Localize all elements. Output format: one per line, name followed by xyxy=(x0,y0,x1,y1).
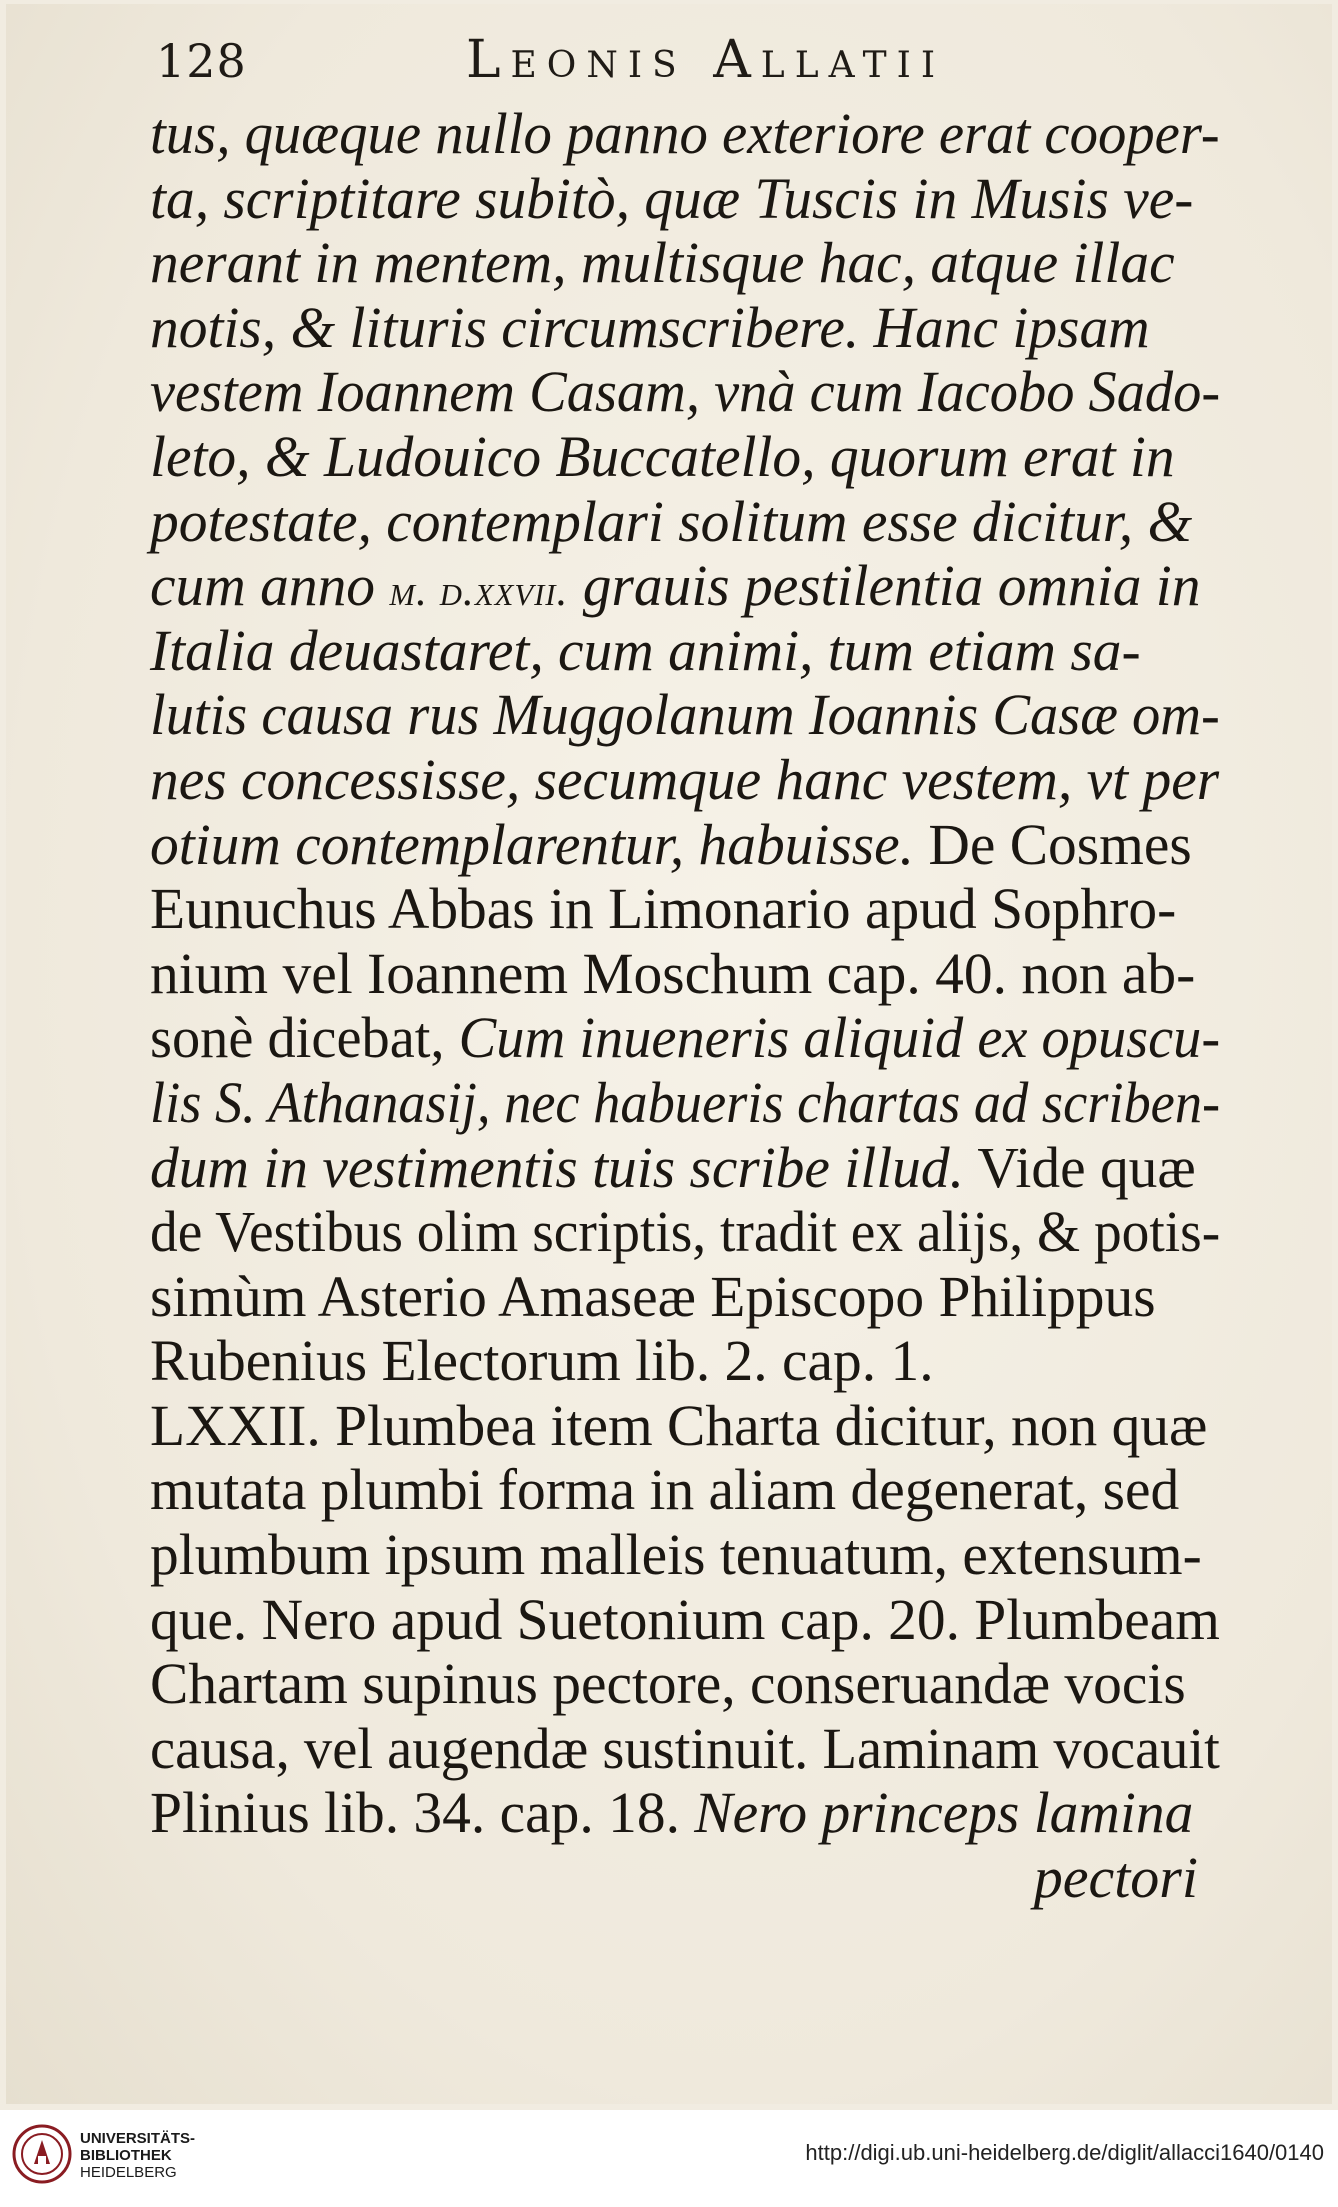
institution-name xyxy=(80,2130,195,2181)
text-segment: Chartam supinus pectore, conseruandæ vocis xyxy=(150,1651,1186,1717)
text-line xyxy=(150,1523,1220,1588)
institution-line-1: UNIVERSITÄTS- xyxy=(80,2130,196,2147)
institution-line-2: BIBLIOTHEK xyxy=(80,2147,172,2164)
text-line xyxy=(150,877,1220,942)
text-line xyxy=(150,554,1220,619)
text-line xyxy=(150,1136,1220,1201)
text-segment: cum anno xyxy=(150,553,390,619)
text-segment: vestem Ioannem Casam, vnà cum Iacobo Sado- xyxy=(150,359,1221,425)
text-segment: Eunuchus Abbas in Limonario apud Sophro- xyxy=(150,876,1177,942)
text-line xyxy=(150,167,1220,232)
text-line xyxy=(150,490,1220,555)
text-segment: mutata plumbi forma in aliam degenerat, sed xyxy=(150,1457,1180,1523)
text-line xyxy=(150,942,1220,1007)
text-segment: ta, scriptitare subitò, quæ Tuscis in Musis ve- xyxy=(150,165,1194,231)
text-line xyxy=(150,1329,1220,1394)
text-line xyxy=(150,231,1220,296)
text-segment: lis S. Athanasij, nec habueris chartas ad scriben- xyxy=(150,1069,1221,1135)
text-line xyxy=(150,1715,1220,1782)
viewer-footer xyxy=(0,2110,1338,2207)
text-segment: nium vel Ioannem Moschum cap. 40. non ab- xyxy=(150,940,1196,1006)
university-seal-icon xyxy=(12,2124,72,2184)
text-segment: pectori xyxy=(1033,1845,1198,1911)
text-line xyxy=(150,1588,1219,1653)
text-segment: de Vestibus olim scriptis, tradit ex alijs, & potis- xyxy=(150,1199,1221,1265)
text-segment: Vide quæ xyxy=(964,1134,1196,1200)
page-header xyxy=(156,30,1226,100)
text-segment: De Cosmes xyxy=(914,811,1192,877)
text-segment: lutis causa rus Muggolanum Ioannis Casæ om- xyxy=(150,682,1220,748)
text-line xyxy=(150,1199,1221,1265)
text-line xyxy=(150,682,1220,748)
text-segment: dum in vestimentis tuis scribe illud. xyxy=(150,1134,965,1200)
text-line xyxy=(150,1652,1220,1717)
text-line xyxy=(150,359,1221,425)
text-line xyxy=(150,1846,1230,1911)
text-line xyxy=(150,1265,1220,1330)
text-line xyxy=(150,1458,1220,1523)
text-segment: potestate, contemplari solitum esse dicitur, & xyxy=(150,488,1193,554)
text-line xyxy=(150,1781,1220,1846)
permalink-url[interactable]: http://digi.ub.uni-heidelberg.de/diglit/allacci1640/0140 xyxy=(805,2140,1324,2165)
text-segment: leto, & Ludouico Buccatello, quorum erat in xyxy=(150,423,1175,489)
text-line xyxy=(150,425,1220,490)
text-segment: simùm Asterio Amaseæ Episcopo Philippus xyxy=(150,1263,1156,1329)
text-segment: otium contemplarentur, habuisse. xyxy=(150,811,915,877)
text-segment: Cum inueneris aliquid ex opuscu- xyxy=(458,1005,1221,1071)
text-segment: notis, & lituris circumscribere. Hanc ipsam xyxy=(150,294,1150,360)
text-segment: Italia deuastaret, cum animi, tum etiam sa- xyxy=(150,617,1141,683)
text-line xyxy=(150,619,1220,684)
text-segment: causa, vel augendæ sustinuit. Laminam vocauit xyxy=(150,1715,1220,1781)
text-segment: LXXII. Plumbea item Charta dicitur, non quæ xyxy=(150,1392,1208,1458)
running-head: Leonis Allatii xyxy=(466,30,946,90)
body-text xyxy=(150,102,1230,1911)
institution-line-3: HEIDELBERG xyxy=(80,2164,177,2181)
page-number: 128 xyxy=(156,34,247,88)
text-segment: Nero princeps lamina xyxy=(694,1780,1194,1846)
text-segment: plumbum ipsum malleis tenuatum, extensum- xyxy=(150,1522,1202,1588)
text-line xyxy=(150,748,1220,813)
text-line xyxy=(150,101,1220,167)
text-segment: m. d.xxvii. xyxy=(389,566,569,616)
text-segment: Rubenius Electorum lib. 2. cap. 1. xyxy=(150,1328,934,1394)
text-line xyxy=(150,1069,1221,1136)
text-segment: Plinius lib. 34. cap. 18. xyxy=(150,1780,695,1846)
text-segment: sonè dicebat, xyxy=(150,1005,459,1071)
text-segment: grauis pestilentia omnia in xyxy=(568,553,1201,619)
text-segment: nerant in mentem, multisque hac, atque illac xyxy=(150,230,1175,296)
text-line xyxy=(150,296,1220,361)
text-segment: nes concessisse, secumque hanc vestem, vt per xyxy=(150,746,1220,812)
text-line xyxy=(150,1005,1221,1071)
text-segment: que. Nero apud Suetonium cap. 20. Plumbeam xyxy=(150,1586,1220,1652)
text-segment: tus, quæque nullo panno exteriore erat cooper- xyxy=(150,101,1220,166)
text-line xyxy=(150,813,1220,878)
text-line xyxy=(150,1394,1220,1459)
